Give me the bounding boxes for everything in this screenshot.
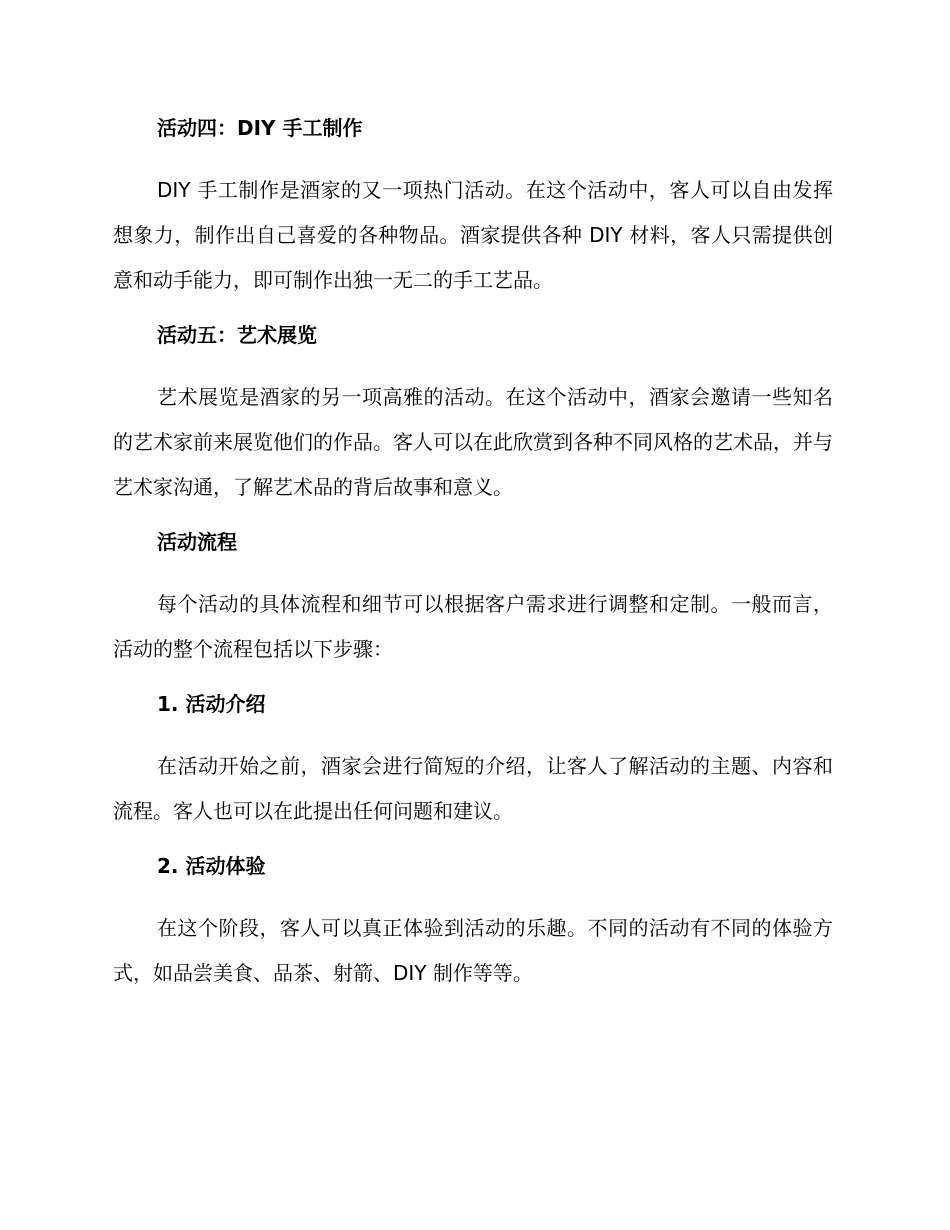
section-paragraph-diy: DIY 手工制作是酒家的又一项热门活动。在这个活动中，客人可以自由发挥想象力，制作出自己喜爱的各种物品。酒家提供各种 DIY 材料，客人只需提供创意和动手能力，即可制作出独一无二的手工艺品。 bbox=[113, 178, 833, 292]
section-paragraph-activity-intro: 在活动开始之前，酒家会进行简短的介绍，让客人了解活动的主题、内容和流程。客人也可以在此提出任何问题和建议。 bbox=[113, 754, 833, 823]
section-paragraph-activity-process: 每个活动的具体流程和细节可以根据客户需求进行调整和定制。一般而言，活动的整个流程包括以下步骤： bbox=[113, 592, 833, 661]
document-body bbox=[113, 110, 833, 996]
section-heading-activity-experience: 2. 活动体验 bbox=[157, 854, 266, 878]
section-heading-art-exhibition: 活动五：艺术展览 bbox=[157, 323, 317, 347]
section-heading-activity-process: 活动流程 bbox=[157, 530, 237, 554]
section-heading-activity-intro: 1. 活动介绍 bbox=[157, 692, 266, 716]
section-paragraph-art-exhibition: 艺术展览是酒家的另一项高雅的活动。在这个活动中，酒家会邀请一些知名的艺术家前来展览他们的作品。客人可以在此欣赏到各种不同风格的艺术品，并与艺术家沟通，了解艺术品的背后故事和意义。 bbox=[113, 385, 833, 499]
section-heading-diy: 活动四：DIY 手工制作 bbox=[157, 116, 363, 140]
section-paragraph-activity-experience: 在这个阶段，客人可以真正体验到活动的乐趣。不同的活动有不同的体验方式，如品尝美食、品茶、射箭、DIY 制作等等。 bbox=[113, 916, 833, 985]
